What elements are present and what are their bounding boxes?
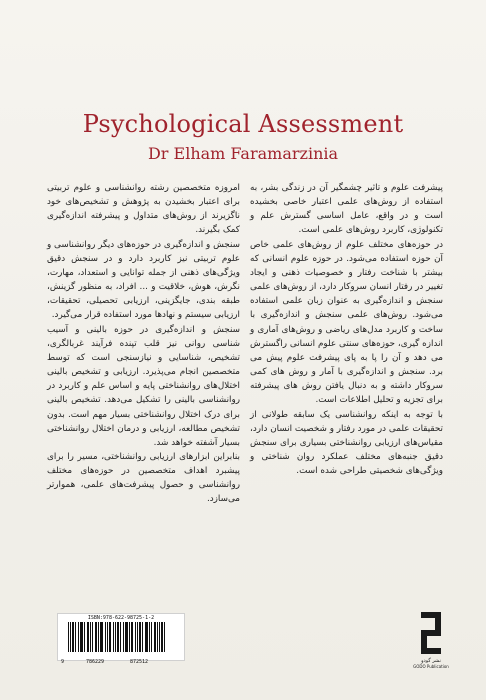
isbn-barcode <box>57 613 185 665</box>
text-column-right <box>250 181 443 478</box>
book-author: Dr Elham Faramarzinia <box>147 144 339 163</box>
publisher-name-en: GODO Publication <box>413 664 449 669</box>
barcode-digit-group: 9 <box>61 659 65 665</box>
barcode-bars <box>68 622 176 652</box>
publisher-logo-icon <box>421 612 441 654</box>
paragraph: در حوزه‌های مختلف علوم از روش‌های علمی خاص آن حوزه استفاده می‌شود. در حوزه علوم انسانی که بیشتر با شناخت رفتار و خصوصیات ذهنی و ایجاد تغییر در رفتار انسان سروکار دارد، از روش‌های علمی سنجش و اندازه‌گیری به عنوان زبان علمی استفاده می‌شود. روش‌های علمی سنجش و اندازه‌گیری با ساخت و کاربرد مدل‌های ریاضی و روش‌های آماری و اندازه گیری، حوزه‌های سنتی علوم انسانی راگسترش می دهد و آن را پا به پای پیشرفت علوم پیش می برد. سنجش و اندازه‌گیری با آمار و روش های کمی سروکار داشته و به دنبال یافتن روش های پیشرفته برای تجزیه و تحلیل اطلاعات است. <box>250 239 443 406</box>
text-column-left <box>47 181 240 507</box>
paragraph: بنابراین ابزارهای ارزیابی روانشناختی، مسیر را برای پیشبرد اهداف متخصصین در حوزه‌های مختلف روانشناسی و حصول پیشرفت‌های علمی، هموارتر می‌سازد. <box>47 451 240 505</box>
paragraph: پیشرفت علوم و تاثیر چشمگیر آن در زندگی بشر، به استفاده از روش‌های علمی اعتبار خاصی بخشیده است و در واقع، عامل اساسی گسترش علم و تکنولوژی، کاربرد روش‌های علمی است. <box>250 183 443 236</box>
barcode-digit-group: 786229 <box>86 659 105 665</box>
publisher-name <box>405 658 457 670</box>
publisher-name-fa: نشر گودو <box>421 658 441 664</box>
barcode-digit-group: 872512 <box>130 659 149 665</box>
paragraph: امروزه متخصصین رشته روانشناسی و علوم تربیتی برای اعتبار بخشیدن به پژوهش و تشخیص‌های خود ناگزیرند از روش‌های متداول و پیشرفته اندازه‌گیری کمک بگیرند. <box>47 183 240 236</box>
paragraph: با توجه به اینکه روانشناسی یک سابقه طولانی از تحقیقات علمی در مورد رفتار و شخصیت انسان دارد، مقیاس‌های ارزیابی روانشناختی بسیاری برای سنجش دقیق جنبه‌های مختلف عملکرد روان شناختی و ویژگی‌های شخصیتی طراحی شده است. <box>250 409 443 477</box>
paragraph: سنجش و اندازه‌گیری در حوزه‌های دیگر روانشناسی و علوم تربیتی نیز کاربرد دارد و در سنجش دقیق ویژگی‌های ذهنی از جمله توانایی و استعداد، مهارت، نگرش، هوش، خلاقیت و ... افراد، به منظور گزینش، طبقه بندی، جایگزینی، ارزیابی تحصیلی، تحقیقات، ارزیابی سیستم و نهادها مورد استفاده قرار می‌گیرد. <box>47 239 240 321</box>
paragraph: سنجش و اندازه‌گیری در حوزه بالینی و آسیب شناسی روانی نیز قلب تپنده فرآیند غربالگری، تشخیص، شناسایی و نیازسنجی است که توسط متخصصین انجام می‌پذیرد. ارزیابی و تشخیص بالینی اختلال‌های روانشناختی پایه و اساس علم و کاربرد در روانشناسی بالینی را تشکیل می‌دهد. تشخیص بالینی برای درک اختلال روانشناختی بسیار مهم است. بدون تشخیص مطالعه، ارزیابی و درمان اختلال روانشناختی بسیار آشفته خواهد شد. <box>47 324 240 448</box>
book-title: Psychological Assessment <box>82 110 404 138</box>
isbn-label: ISBN:978-622-98725-1-2 <box>87 615 155 621</box>
